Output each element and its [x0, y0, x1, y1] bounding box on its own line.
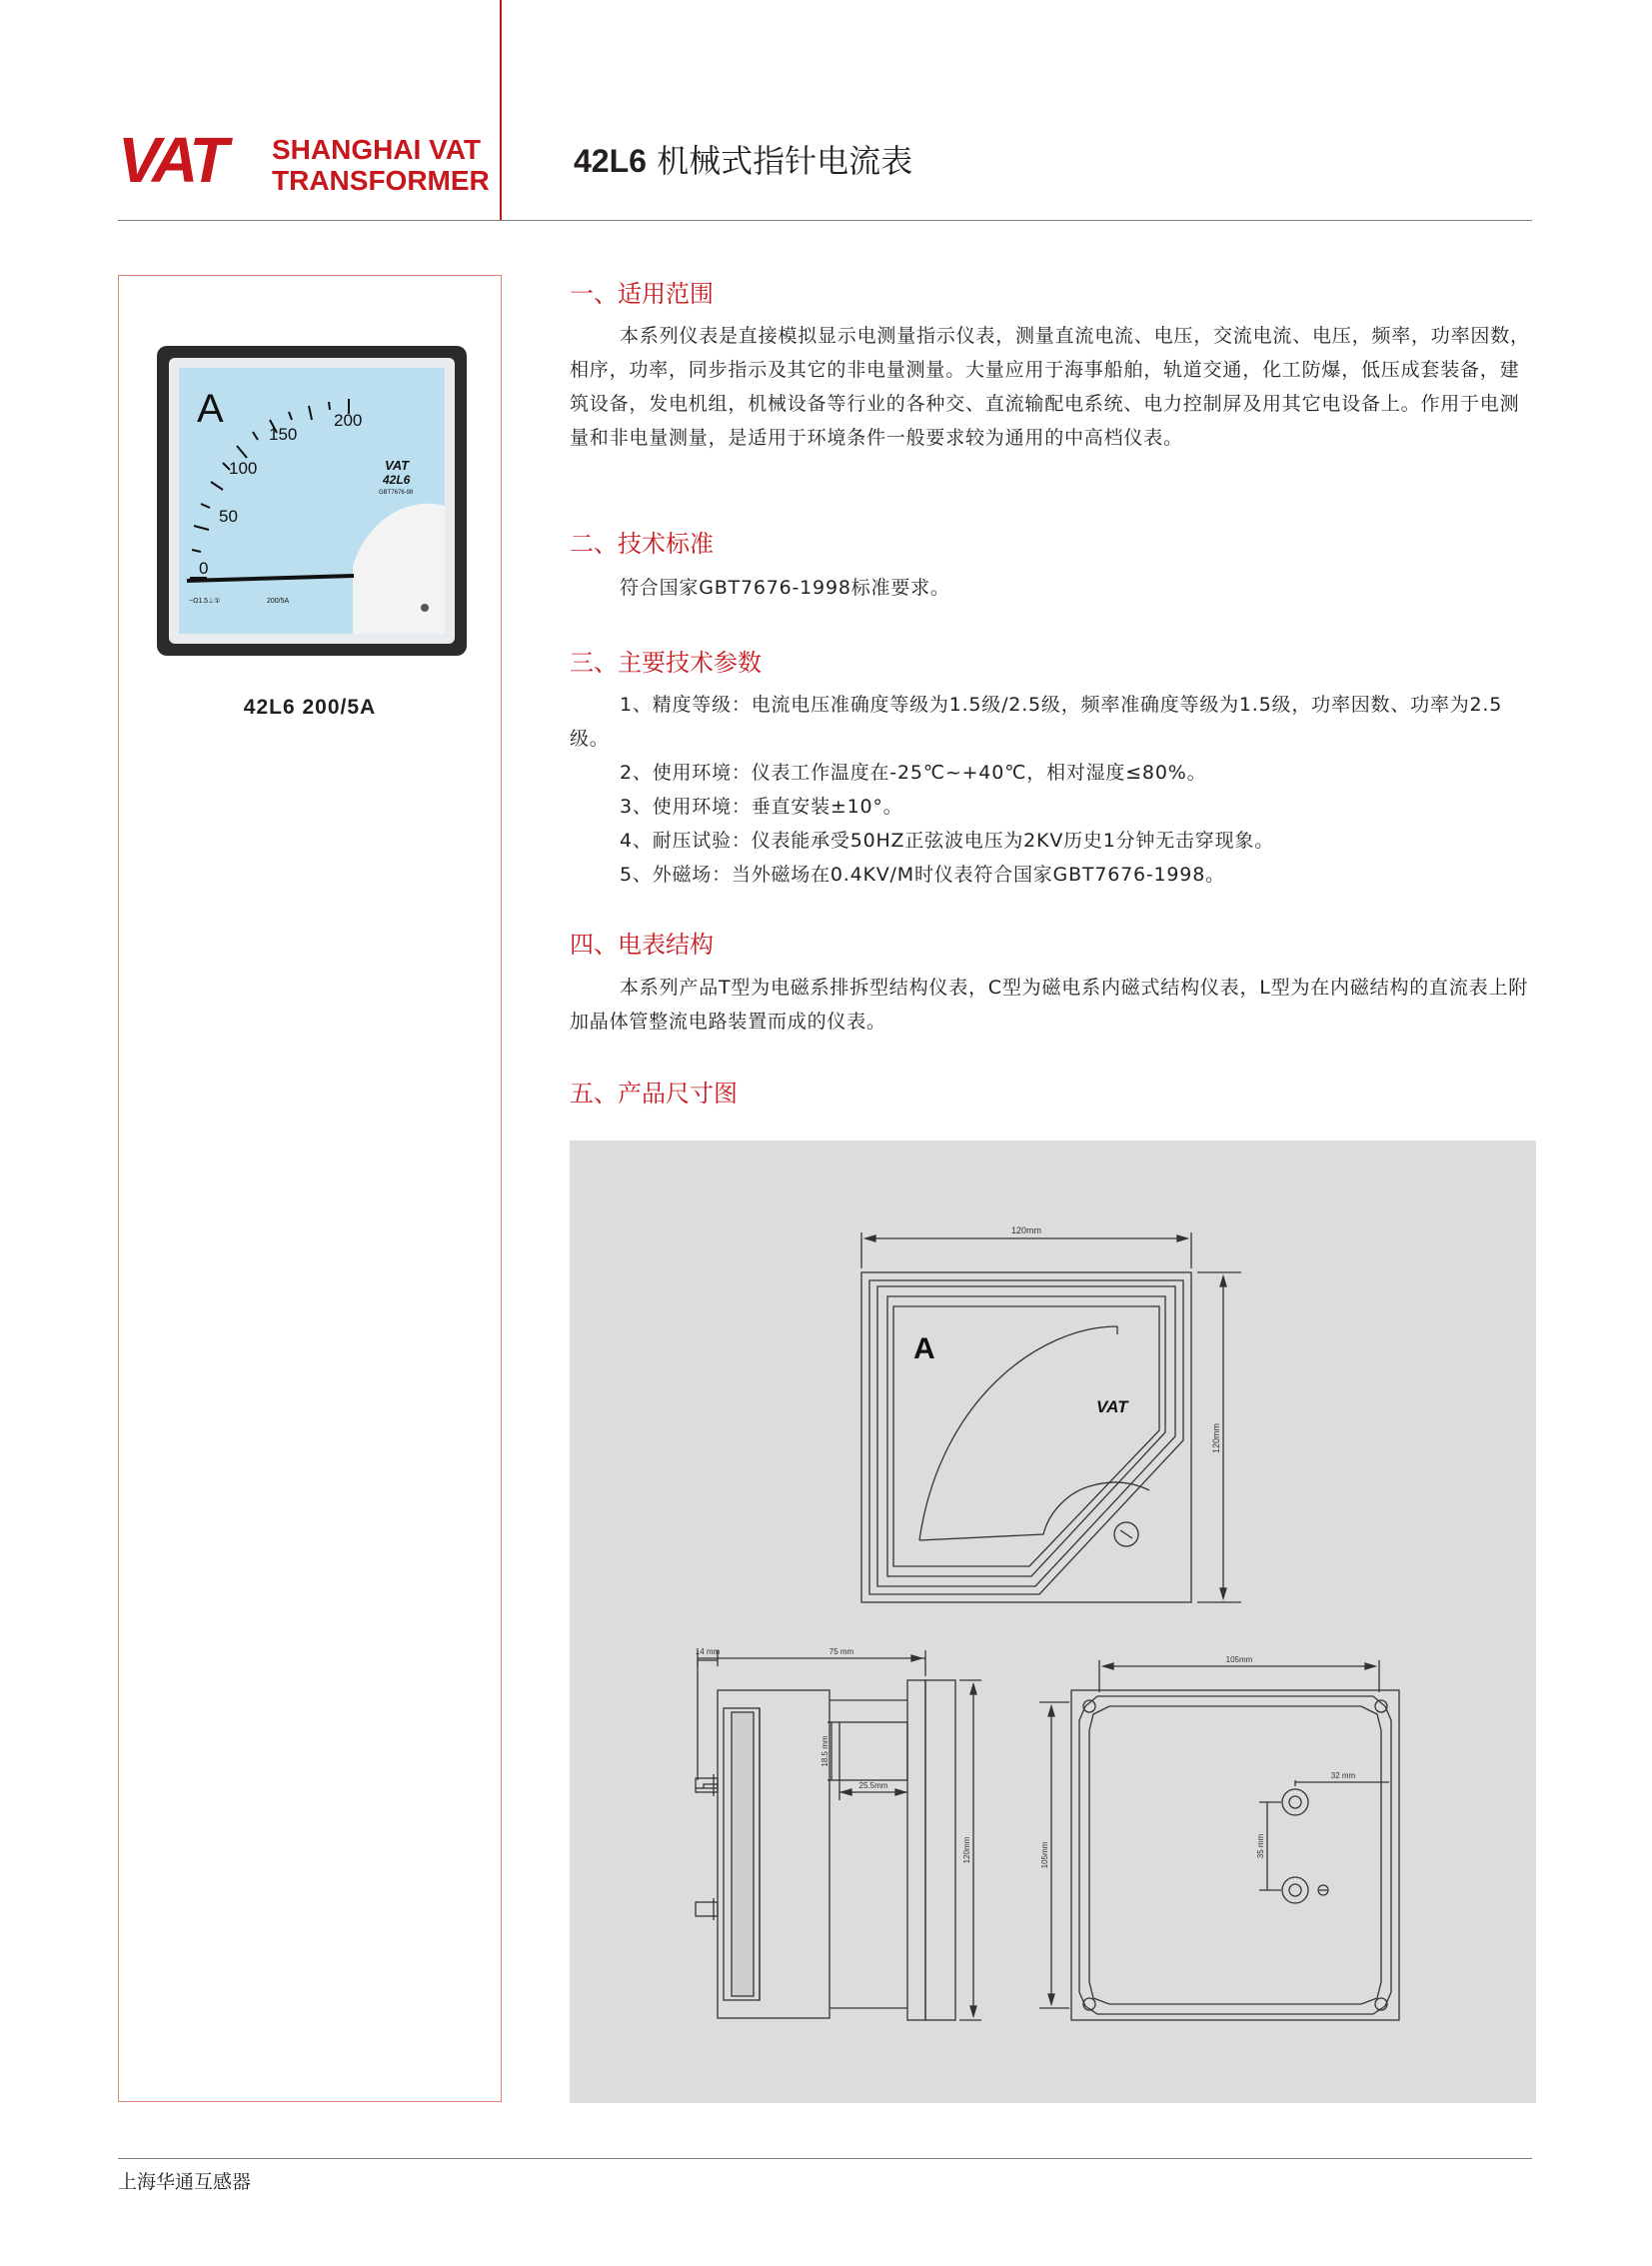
- back-view: [1039, 1660, 1399, 2020]
- paragraph: 符合国家GBT7676-1998标准要求。: [620, 577, 950, 599]
- section-heading-scope: 一、适用范围: [570, 280, 714, 308]
- section-heading-structure: 四、电表结构: [570, 931, 714, 959]
- side-view: [696, 1650, 981, 2020]
- paragraph: 本系列产品T型为电磁系排拆型结构仪表，C型为磁电系内磁式结构仪表，L型为在内磁结构的直流表上附加晶体管整流电路装置而成的仪表。: [570, 977, 1529, 1033]
- dimension-drawing-svg: [570, 1140, 1536, 2103]
- vat-logo: VAT: [118, 124, 225, 196]
- back-terminal-offset-label: 32 mm: [1330, 1771, 1356, 1780]
- section-heading-standard: 二、技术标准: [570, 530, 714, 558]
- back-width-label: 105mm: [1225, 1655, 1253, 1664]
- dimension-drawing: [570, 1140, 1536, 2103]
- product-photo: [157, 346, 467, 656]
- param-item: 1、精度等级：电流电压准确度等级为1.5级/2.5级，频率准确度等级为1.5级，功率因数、功率为2.5级。: [570, 694, 1503, 750]
- back-terminal-spacing-label: 35 mm: [1256, 1833, 1265, 1859]
- side-boss-depth-label: 25.5mm: [858, 1781, 888, 1790]
- section-body-params: [570, 688, 1539, 892]
- side-bezel-depth-label: 14 mm: [695, 1647, 721, 1656]
- param-item: 3、使用环境：垂直安装±10°。: [620, 796, 903, 818]
- section-heading-params: 三、主要技术参数: [570, 649, 762, 677]
- footer-rule: [118, 2158, 1532, 2159]
- company-line2: TRANSFORMER: [272, 165, 490, 196]
- dial-rating: 200/5A: [267, 598, 290, 605]
- back-height-label: 105mm: [1040, 1841, 1049, 1869]
- side-body-depth-label: 75 mm: [828, 1647, 854, 1656]
- paragraph: 本系列仪表是直接模拟显示电测量指示仪表，测量直流电流、电压，交流电流、电压，频率，功率因数，相序，功率，同步指示及其它的非电量测量。大量应用于海事船舶，轨道交通，化工防爆，低压成套装备，建筑设备，发电机组，机械设备等行业的各种交、直流输配电系统、电力控制屏及用其它电设备上。作用于电测量和非电量测量，是适用于环境条件一般要求较为通用的中高档仪表。: [570, 325, 1530, 449]
- front-width-label: 120mm: [1010, 1225, 1042, 1235]
- page-title: [574, 136, 912, 182]
- dial-label-100: 100: [229, 459, 258, 478]
- company-name: [272, 134, 490, 196]
- dial-label-0: 0: [199, 559, 209, 578]
- param-item: 4、耐压试验：仪表能承受50HZ正弦波电压为2KV历史1分钟无击穿现象。: [620, 830, 1275, 852]
- side-height-label: 120mm: [962, 1836, 971, 1864]
- dial-standard: GBT7676-98: [379, 490, 414, 496]
- dial-label-50: 50: [219, 507, 238, 526]
- section-body-structure: [570, 971, 1539, 1039]
- dial-model: 42L6: [383, 473, 411, 487]
- dial-class-mark: ~Ω1.5⊥①: [189, 598, 221, 605]
- front-unit: A: [913, 1332, 935, 1365]
- section-heading-dimensions: 五、产品尺寸图: [570, 1080, 738, 1108]
- front-height-label: 120mm: [1211, 1422, 1221, 1454]
- dial-label-200: 200: [334, 411, 363, 430]
- section-body-standard: [570, 571, 1539, 605]
- dial-label-150: 150: [269, 425, 298, 444]
- param-item: 5、外磁场：当外磁场在0.4KV/M时仪表符合国家GBT7676-1998。: [620, 864, 1225, 886]
- header-vertical-rule: [500, 0, 502, 220]
- front-view: [861, 1232, 1241, 1602]
- side-boss-height-label: 18.5 mm: [821, 1735, 829, 1767]
- footer-text: 上海华通互感器: [118, 2171, 252, 2193]
- company-line1: SHANGHAI VAT: [272, 134, 481, 165]
- section-body-scope: [570, 319, 1539, 455]
- product-caption: 42L6 200/5A: [243, 696, 377, 719]
- param-item: 2、使用环境：仪表工作温度在-25℃~+40℃，相对湿度≤80%。: [620, 762, 1207, 784]
- header-rule: [118, 220, 1532, 221]
- dial-brand: VAT: [385, 458, 410, 473]
- dial-unit: A: [197, 387, 224, 431]
- model-number: 42L6: [574, 143, 647, 179]
- title-text: 机械式指针电流表: [657, 142, 913, 180]
- front-brand: VAT: [1096, 1397, 1128, 1416]
